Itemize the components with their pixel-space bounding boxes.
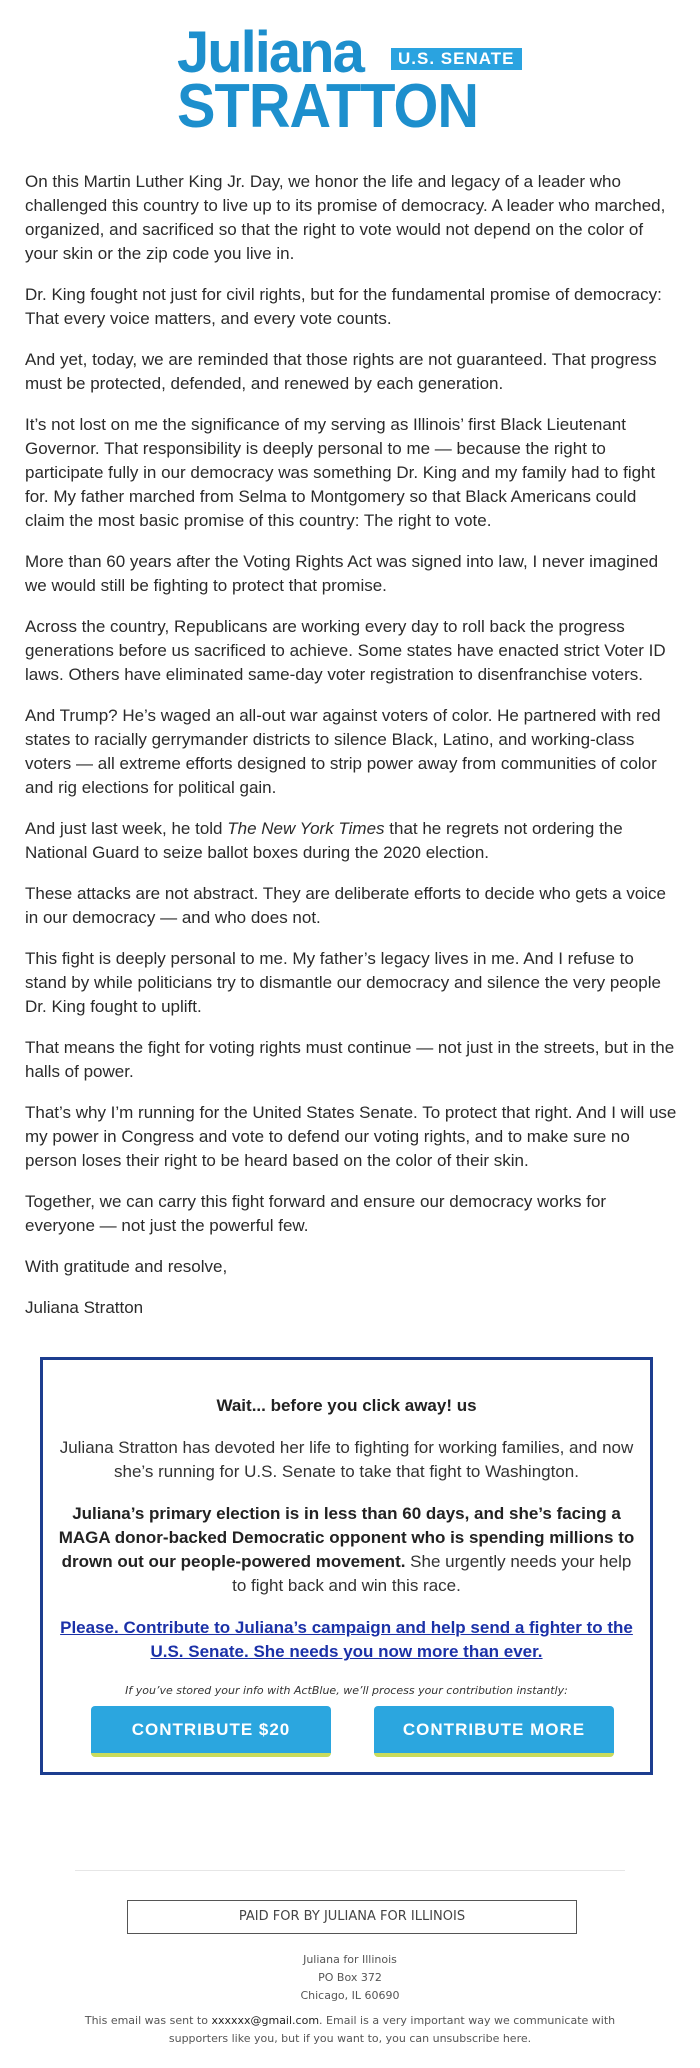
footer-notice: [80, 2012, 620, 2048]
footer-sent-post: . Email is a very important way we communicate with supporters like you, but if you want to, you can unsubscribe here.: [168, 2014, 616, 2045]
letter-paragraph: Dr. King fought not just for civil rights, but for the fundamental promise of democracy: That every voice matters, and every vote counts.: [25, 285, 662, 328]
contribute-20-button[interactable]: CONTRIBUTE $20: [91, 1706, 331, 1757]
campaign-logo: [177, 20, 532, 141]
letter-paragraph: It’s not lost on me the significance of my serving as Illinois’ first Black Lieutenant Governor. That responsibility is deeply personal to me — because the right to participate fully in our democracy was something Dr. King and my family had to fight for. My father marched from Selma to Montgomery so that Black Americans could claim the most basic promise of this country: The right to vote.: [25, 415, 656, 530]
contribute-link[interactable]: Please. Contribute to Juliana’s campaign and help send a fighter to the U.S. Senate. She needs you now more than ever.: [60, 1618, 633, 1661]
letter-paragraph: That means the fight for voting rights must continue — not just in the streets, but in the halls of power.: [25, 1038, 675, 1081]
letter-paragraph: Across the country, Republicans are working every day to roll back the progress generations before us sacrificed to achieve. Some states have enacted strict Voter ID laws. Others have eliminated same-day voter registration to disenfranchise voters.: [25, 617, 666, 684]
letter-body: [25, 170, 677, 1337]
card-intro: Juliana Stratton has devoted her life to fighting for working families, and now she’s running for U.S. Senate to take that fight to Washington.: [59, 1438, 634, 1481]
logo-first-name: Juliana: [177, 20, 363, 85]
letter-paragraph: These attacks are not abstract. They are deliberate efforts to decide who gets a voice in our democracy — and who does not.: [25, 884, 667, 927]
card-heading: Wait... before you click away! us: [216, 1396, 477, 1415]
contribute-more-button[interactable]: CONTRIBUTE MORE: [374, 1706, 614, 1757]
address-org: Juliana for Illinois: [303, 1953, 397, 1966]
footer-sent-pre: This email was sent to: [84, 2014, 212, 2027]
letter-paragraph: And Trump? He’s waged an all-out war against voters of color. He partnered with red states to racially gerrymander districts to silence Black, Latino, and working-class voters — all extreme efforts designed to strip power away from communities of color and rig elections for political gain.: [25, 706, 661, 797]
nyt-post: that he regrets not ordering the National Guard to seize ballot boxes during the 2020 election.: [25, 819, 623, 862]
mailing-address: [0, 1951, 700, 2005]
nyt-title: The New York Times: [227, 819, 385, 838]
letter-paragraph-nyt: [25, 817, 677, 865]
recipient-email: xxxxxx@gmail.com: [211, 2014, 320, 2027]
footer-divider: [75, 1870, 625, 1871]
letter-paragraph: More than 60 years after the Voting Rights Act was signed into law, I never imagined we would still be fighting to protect that promise.: [25, 552, 659, 595]
logo-senate-tag: U.S. SENATE: [391, 48, 522, 70]
logo-last-name: STRATTON: [177, 72, 479, 141]
letter-paragraph: And yet, today, we are reminded that those rights are not guaranteed. That progress must be protected, defended, and renewed by each generation.: [25, 350, 657, 393]
paid-for-disclaimer: PAID FOR BY JULIANA FOR ILLINOIS: [127, 1900, 577, 1934]
letter-signature: Juliana Stratton: [25, 1298, 144, 1317]
actblue-note: If you’ve stored your info with ActBlue, we’ll process your contribution instantly:: [125, 1684, 568, 1697]
address-city: Chicago, IL 60690: [300, 1989, 400, 2002]
card-urgent-bold: Juliana’s primary election is in less than 60 days, and she’s facing a MAGA donor-backed Democratic opponent who is spending millions to drown out our people-powered movement.: [58, 1504, 635, 1571]
card-urgent-rest: She urgently needs your help to fight back and win this race.: [232, 1552, 632, 1595]
card-urgent-message: [54, 1502, 639, 1598]
letter-closing: With gratitude and resolve,: [25, 1257, 228, 1276]
donation-card: [40, 1357, 653, 1775]
nyt-pre: And just last week, he told: [25, 819, 228, 838]
contribute-buttons: [43, 1706, 650, 1756]
letter-paragraph: Together, we can carry this fight forward and ensure our democracy works for everyone — not just the powerful few.: [25, 1192, 607, 1235]
letter-paragraph: This fight is deeply personal to me. My father’s legacy lives in me. And I refuse to stand by while politicians try to dismantle our democracy and silence the very people Dr. King fought to uplift.: [25, 949, 661, 1016]
letter-paragraph: On this Martin Luther King Jr. Day, we honor the life and legacy of a leader who challenged this country to live up to its promise of democracy. A leader who marched, organized, and sacrificed so that the right to vote would not depend on the color of your skin or the zip code you live in.: [25, 172, 666, 263]
letter-paragraph: That’s why I’m running for the United States Senate. To protect that right. And I will use my power in Congress and vote to defend our voting rights, and to make sure no person loses their right to be heard based on the color of their skin.: [25, 1103, 677, 1170]
address-po-box: PO Box 372: [318, 1971, 382, 1984]
